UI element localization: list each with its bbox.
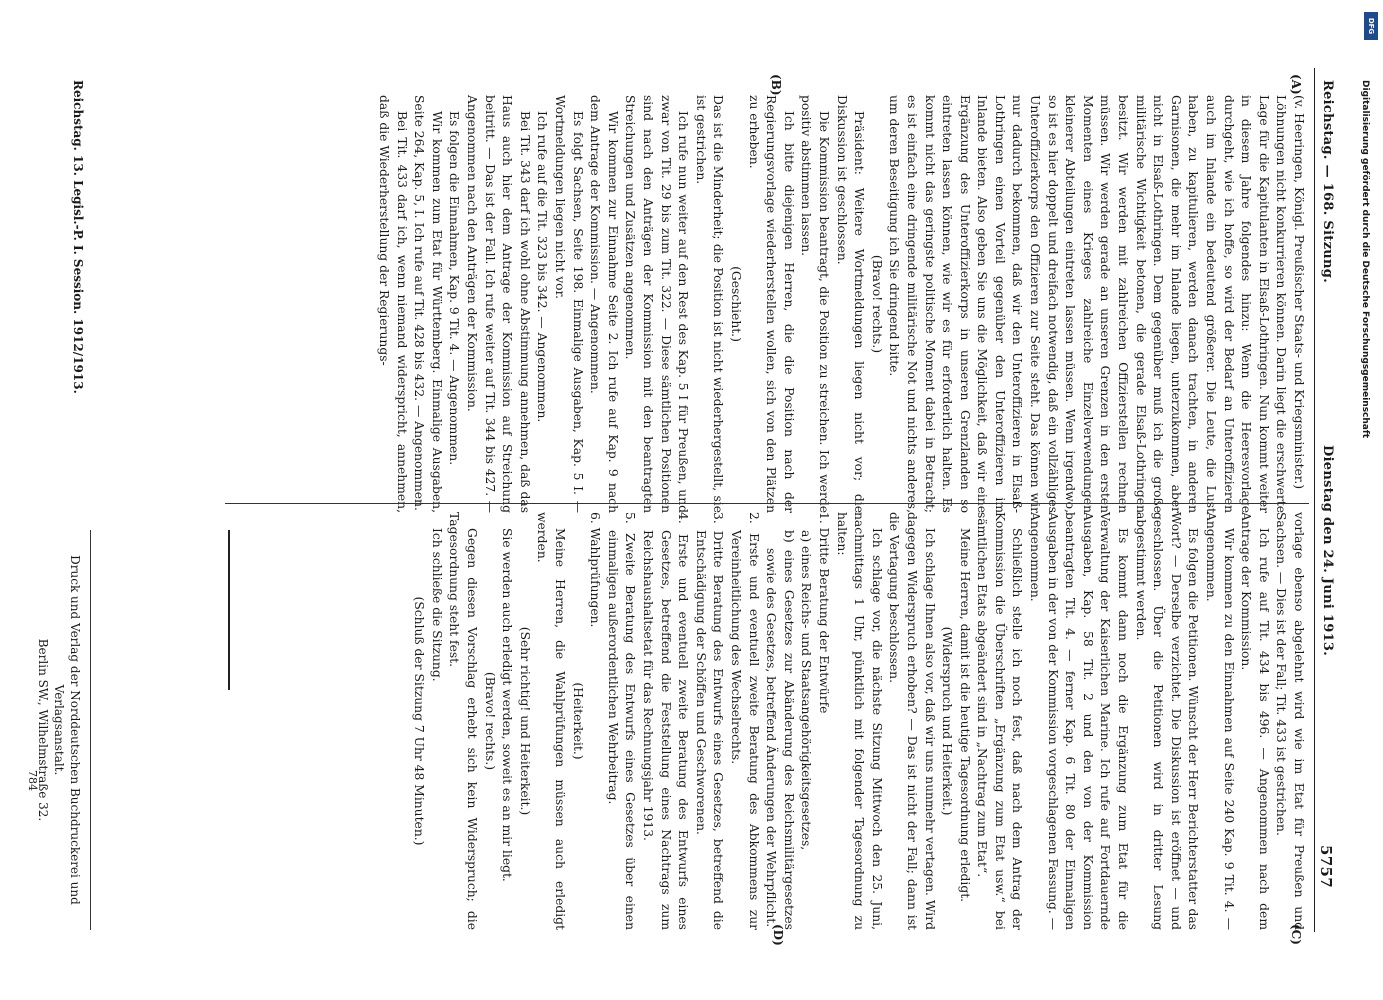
dfg-logo-icon xyxy=(1364,12,1378,40)
footer-rule xyxy=(90,530,91,930)
right-column xyxy=(410,512,1307,930)
interjection: (Heiterkeit.) xyxy=(570,682,585,760)
paragraph: Meine Herren, die Wahlprüfungen müssen auch erledigt werden. xyxy=(535,512,568,930)
agenda-item: 3. Dritte Beratung des Entwurfs eines Gesetzes, betreffend die Entschädigung der Schöffen und Geschworenen. xyxy=(693,512,726,930)
paragraph: Ich rufe auf die Tit. 323 bis 342. — Angenommen. xyxy=(535,111,550,423)
agenda-item: 1. Dritte Beratung der Entwürfe xyxy=(816,512,831,714)
agenda-item: 6. Wahlprüfungen. xyxy=(588,512,603,628)
imprint-line-2: Berlin SW., Wilhelmstraße 32. xyxy=(36,638,50,822)
paragraph: Die Kommission beantragt, die Position zu streichen. Ich werde positiv abstimmen lassen. xyxy=(799,95,831,513)
header-rule xyxy=(1314,68,1315,932)
agenda-item: b) eines Gesetzes zur Abänderung des Reichsmilitärgesetzes sowie des Gesetzes, betreffend Änderungen der Wehrpflicht. xyxy=(764,530,796,930)
paragraph: Es folgt Sachsen, Seite 198. Einmalige Ausgaben, Kap. 5 I. — Wortmeldungen liegen nicht vor. xyxy=(553,95,585,513)
margin-marker-a: (A) xyxy=(1289,74,1303,95)
column-divider xyxy=(225,503,1309,504)
paragraph: Wir kommen zur Einnahme Seite 2. Ich rufe auf Kap. 9 nach dem Antrage der Kommission. — Angenommen. xyxy=(588,95,620,513)
paragraph: Bei Tit. 343 darf ich wohl ohne Abstimmung annehmen, daß das Haus auch hier dem Antrage der Kommission auf Streichung beitritt. — Das ist der Fall. Ich rufe weiter auf Tit. 344 bis 427. — Angenommen nach den Anträgen der Kommission. xyxy=(465,95,532,513)
agenda-item: 5. Zweite Beratung des Entwurfs eines Gesetzes über einen einmaligen außerordentlichen Wehrbeitrag. xyxy=(605,512,638,930)
interjection: (Schluß der Sitzung 7 Uhr 48 Minuten.) xyxy=(412,596,427,846)
paragraph: Es folgen die Petitionen. Wünscht der Herr Berichterstatter das Wort? — Derselbe verzichtet. Die Diskussion ist eröffnet — und geschlossen. Über die Petitionen wird in dritter Lesung abgestimmt werden. xyxy=(1133,512,1201,930)
paragraph: Ich schlage Ihnen also vor, daß wir uns nunmehr vertagen. Wird dagegen Widerspruch erhoben? — Das ist nicht der Fall; dann ist die Vertagung beschlossen. xyxy=(887,512,937,930)
imprint xyxy=(35,520,83,940)
agenda-item: 2. Erste und eventuell zweite Beratung des Abkommens zur Vereinheitlichung des Wechselrechts. xyxy=(729,512,761,930)
interjection: (Bravo! rechts.) xyxy=(869,254,884,354)
paragraph: Sie werden auch erledigt werden, soweit es an mir liegt. xyxy=(500,528,515,882)
paragraph: vorlage ebenso abgelehnt wird wie im Etat für Preußen und Sachsen. — Dies ist der Fall; Tit. 433 ist gestrichen. xyxy=(1274,512,1306,930)
margin-marker-d: (D) xyxy=(771,924,785,946)
paragraph: Es folgen die Einnahmen, Kap. 9 Tit. 4. — Angenommen. xyxy=(447,111,462,466)
end-rule xyxy=(228,530,230,690)
interjection: (Widerspruch und Heiterkeit.) xyxy=(940,626,955,816)
imprint-line-1: Druck und Verlag der Norddeutschen Buchdruckerei und Verlagsanstalt. xyxy=(52,555,82,905)
paragraph: Das ist die Minderheit; die Position ist nicht wiederhergestellt, sie ist gestrichen. xyxy=(693,95,726,513)
paragraph: Gegen diesen Vorschlag erhebt sich kein Widerspruch; die Tagesordnung steht fest. xyxy=(447,512,480,930)
header-date: Dienstag den 24. Juni 1913. xyxy=(1320,445,1335,657)
paragraph: Ich rufe nun weiter auf den Rest des Kap. 5 I für Preußen, und zwar von Tit. 29 bis zum Tit. 322. — Diese sämtlichen Positionen sind nach den Anträgen der Kommission mit den beantragten Streichungen und Zusätzen angenommen. xyxy=(623,95,691,513)
paragraph: Löhnungen nicht konkurrieren können. Darin liegt die erschwerte Lage für die Kapitulanten in Elsaß-Lothringen. Nun kommt weiter in diesem Jahre folgendes hinzu: Wenn die Heeresvorlage durchgeht, wie ich hoffe, so wird der Bedarf an Unteroffizieren auch im Inlande ein bedeutend größerer. Die Leute, die Lust haben, zu kapitulieren, werden danach trachten, in anderen Garnisonen, die mehr im Inlande liegen, unterzukommen, aber nicht in Elsaß-Lothringen. Dem gegenüber muß ich die große militärische Wichtigkeit betonen, die gerade Elsaß-Lothringen besitzt. Wir werden mit zahlreichen Offizierstellen rechnen müssen. Wir werden gerade an unseren Grenzen in den ersten Momenten eines Krieges zahlreiche Einzelverwendungen kleinerer Abteilungen eintreten lassen müssen. Wenn irgendwo, so ist es hier doppelt und dreifach notwendig, daß ein vollzähliges Unteroffizierkorps den Offizieren zur Seite steht. Das können wir nur dadurch bekommen, daß wir den Unteroffizieren in Elsaß-Lothringen einen Vorteil gegenüber den Unteroffizieren im Inlande bieten. Also geben Sie uns die Möglichkeit, daß wir eine Ergänzung des Unteroffizierkorps in unseren Grenzlanden so eintreten lassen können, wie wir es für erforderlich halten. Es kommt nicht das geringste politische Moment dabei in Betracht; es ist einfach eine dringende militärische Not und nichts anderes, um deren Beseitigung ich Sie dringend bitte. xyxy=(887,95,1289,513)
interjection: (Geschieht.) xyxy=(729,266,743,342)
agenda-item: a) eines Reichs- und Staatsangehörigkeitsgesetzes, xyxy=(799,530,814,851)
paragraph: Es kommt dann noch die Ergänzung zum Etat für die Verwaltung der Kaiserlichen Marine. Ich rufe auf Fortdauernde Ausgaben, Kap. 58 Tit. 2 und den von der Kommission beantragten Tit. 4. — ferner Kap. 6 Tit. 80 der Einmaligen Ausgaben in der von der Kommission vorgeschlagenen Fassung. — Angenommen. xyxy=(1028,512,1131,930)
interjection: (Bravo! rechts.) xyxy=(482,671,497,771)
credit-strip xyxy=(1356,80,1370,980)
dfg-logo-text: DFG xyxy=(1367,17,1375,35)
paragraph: Bei Tit. 433 darf ich, wenn niemand widerspricht, annehmen, daß die Wiederherstellung der Regierungs- xyxy=(377,95,409,513)
footer-session: Reichstag. 13. Legisl.-P. I. Session. 1912/1913. xyxy=(71,80,85,394)
paragraph: Präsident: Weitere Wortmeldungen liegen nicht vor; die Diskussion ist geschlossen. xyxy=(834,95,867,513)
interjection: (Sehr richtig! und Heiterkeit.) xyxy=(517,626,532,816)
paragraph: Ich bitte diejenigen Herren, die die Position nach der Regierungsvorlage wiederherstellen wollen, sich von den Plätzen zu erheben. xyxy=(746,95,796,513)
paragraph: Wir kommen zu den Einnahmen auf Seite 240 Kap. 9 Tit. 4. — Angenommen. xyxy=(1204,512,1236,930)
paragraph: (v. Heeringen, Königl. Preußischer Staats- und Kriegsminister.) xyxy=(1292,95,1306,490)
header-left: Reichstag. — 168. Sitzung. xyxy=(1320,80,1335,284)
margin-marker-c: (C) xyxy=(1289,924,1303,945)
page-reference: 784 xyxy=(26,770,39,791)
agenda-item: 4. Erste und eventuell zweite Beratung des Entwurfs eines Gesetzes, betreffend die Feststellung eines Nachtrags zum Reichshaushaltsetat für das Rechnungsjahr 1913. xyxy=(641,512,691,930)
paragraph: Wir kommen zum Etat für Württemberg. Einmalige Ausgaben, Seite 264, Kap. 5, I. Ich rufe auf Tit. 428 bis 432. — Angenommen. xyxy=(412,95,444,513)
left-column xyxy=(375,95,1307,513)
credit-text: Digitalisierung gefördert durch die Deutsche Forschungsgemeinschaft xyxy=(1360,80,1370,439)
page-number: 5757 xyxy=(1317,845,1335,888)
paragraph: Schließlich stelle ich noch fest, daß nach dem Antrag der Kommission die Überschriften „Ergänzung zum Etat usw.“ bei sämtlichen Etats abgeändert sind in „Nachtrag zum Etat“. xyxy=(975,512,1025,930)
margin-marker-b: (B) xyxy=(769,74,783,96)
paragraph: Ich schlage vor, die nächste Sitzung Mittwoch den 25. Juni, nachmittags 1 Uhr, pünktlich mit folgender Tagesordnung zu halten: xyxy=(834,512,884,930)
paragraph: Meine Herren, damit ist die heutige Tagesordnung erledigt. xyxy=(957,528,972,903)
paragraph: Ich schließe die Sitzung. xyxy=(429,528,444,682)
paragraph: Ich rufe auf Tit. 434 bis 496. — Angenommen nach dem Antrage der Kommission. xyxy=(1239,512,1271,930)
